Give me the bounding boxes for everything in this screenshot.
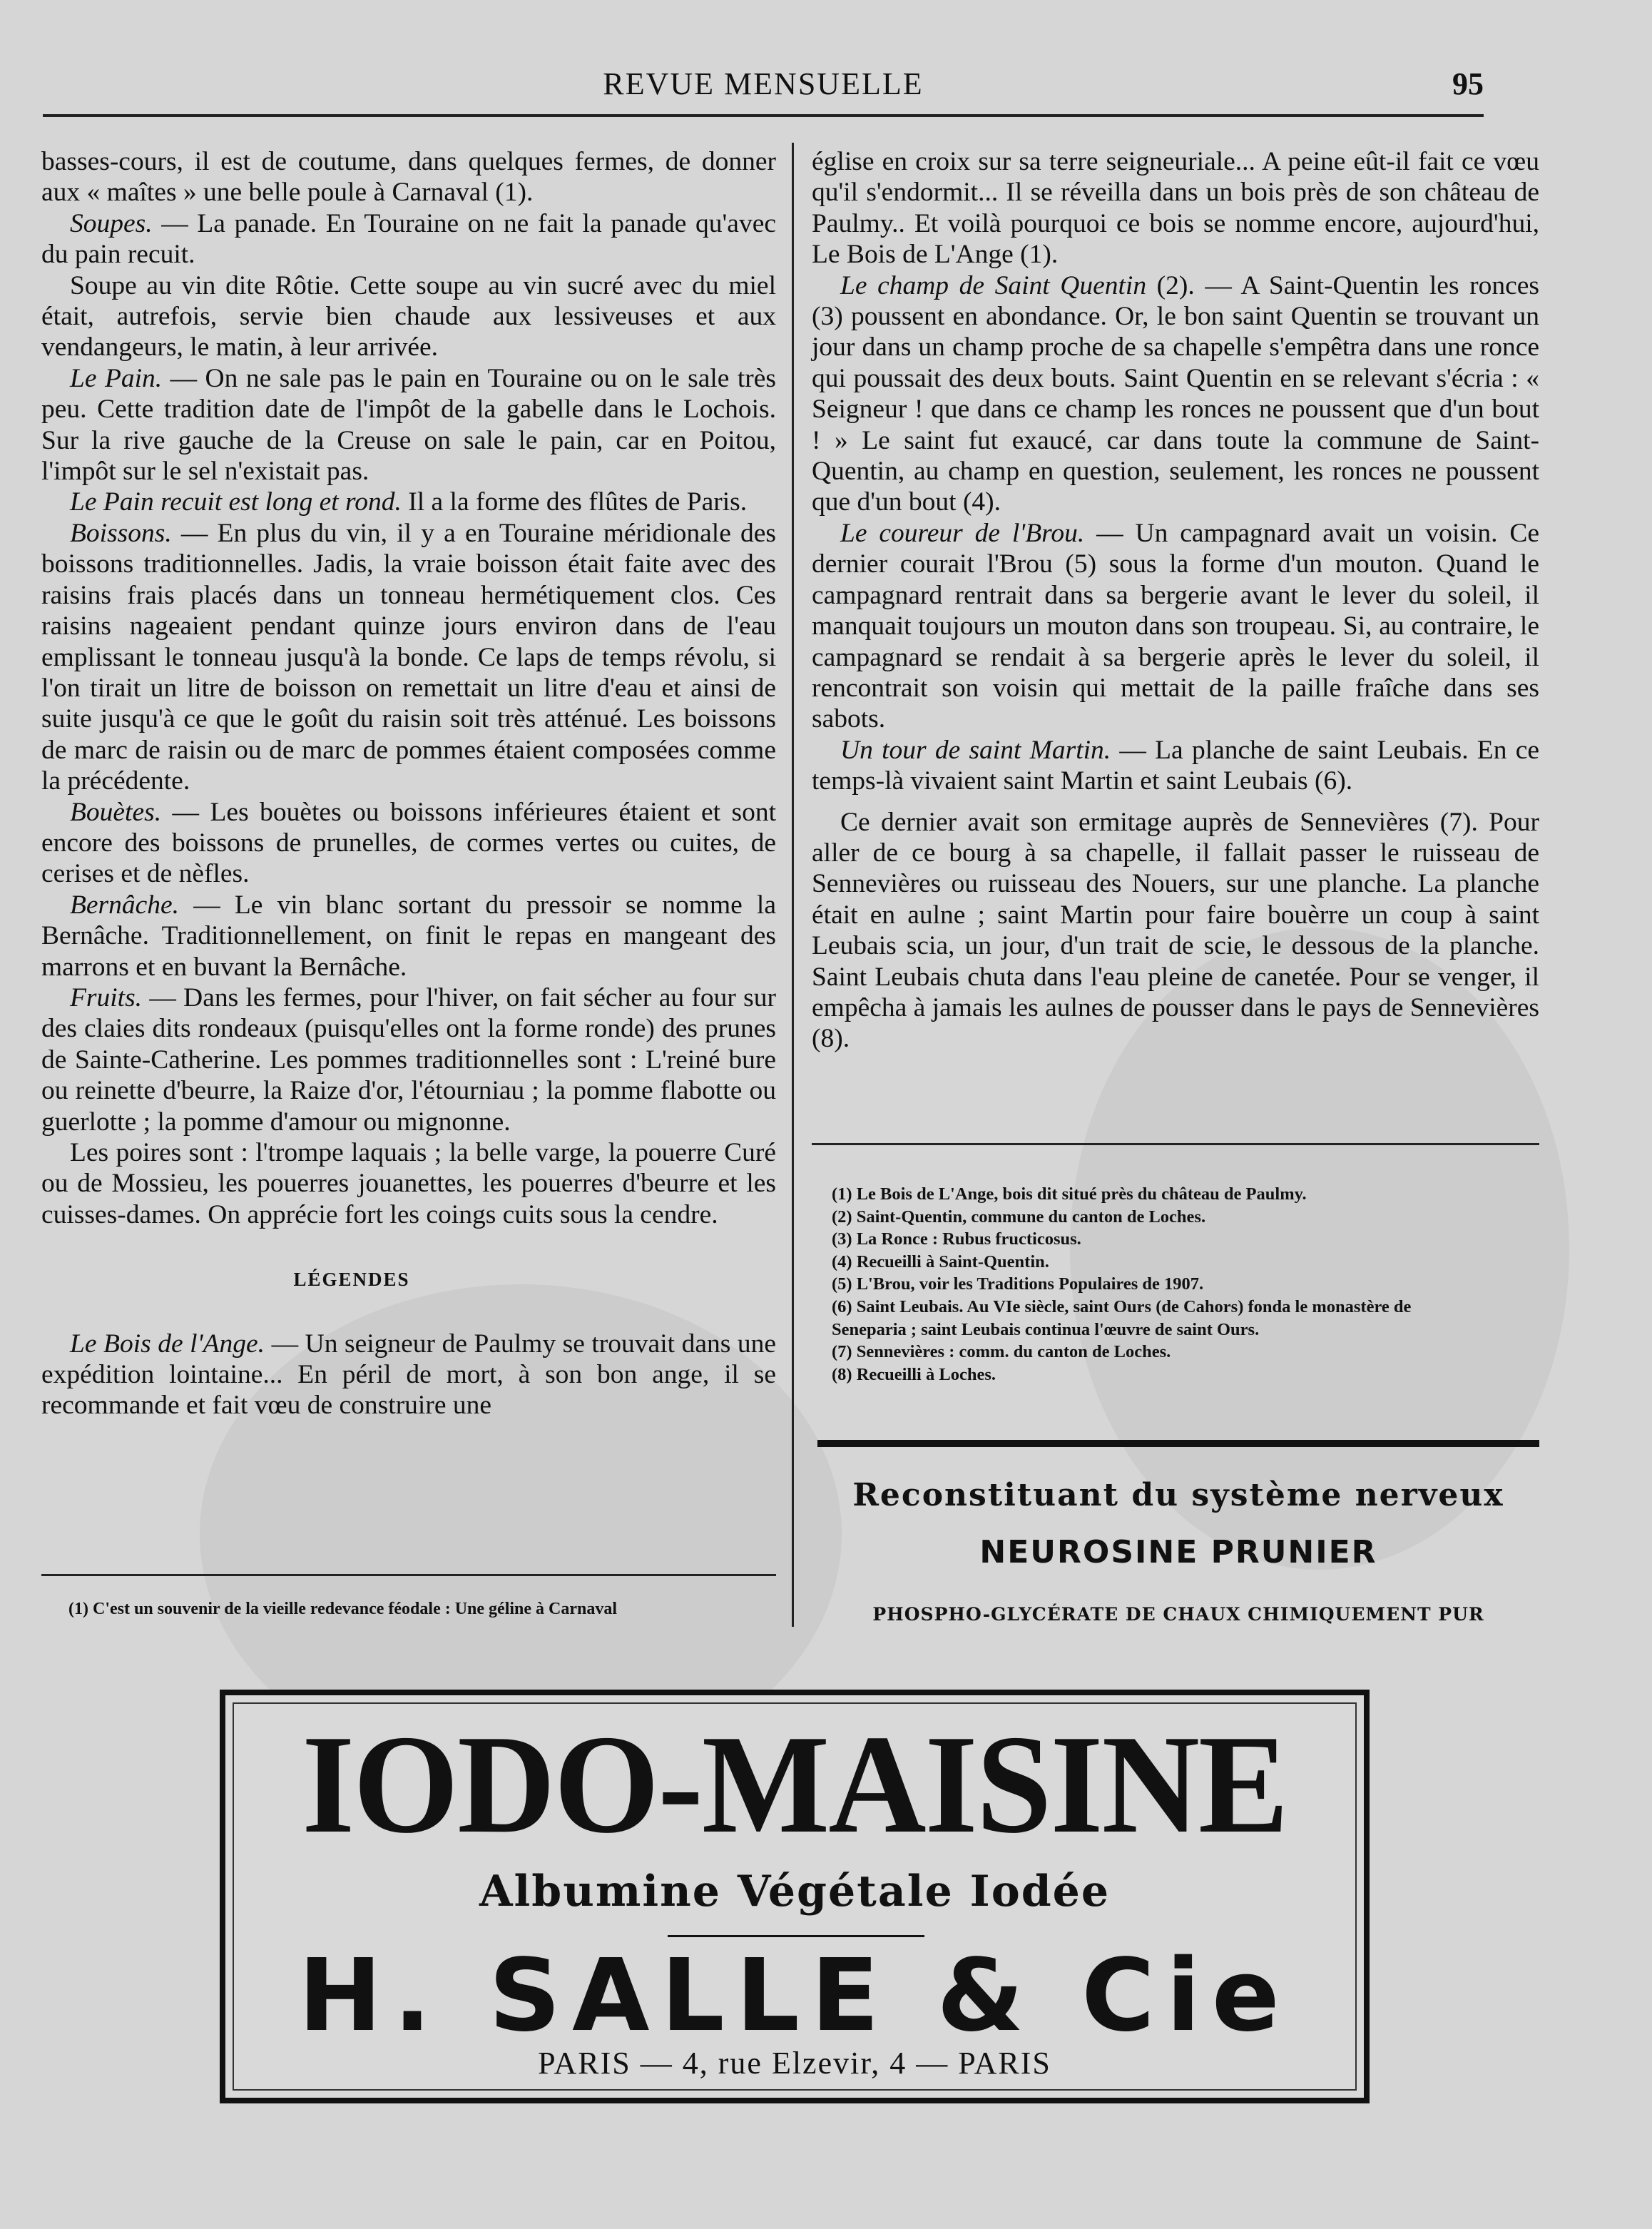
ad-neurosine-product: NEUROSINE PRUNIER (979, 1534, 1377, 1570)
paragraph-lead: Le coureur de l'Brou. (840, 518, 1085, 548)
page-number: 95 (1452, 66, 1484, 101)
footnote-left: (1) C'est un souvenir de la vieille redevance féodale : Une géline à Carnaval (68, 1600, 618, 1618)
paragraph-lead: Le champ de Saint Quentin (840, 270, 1147, 300)
paragraph-text: (2). — A Saint-Quentin les ronces (3) poussent en abondance. Or, le bon saint Quentin se trouvant un jour dans un champ proche de sa chapelle s'empêtra dans une ronce qui poussait des deux bouts. Saint Quentin en se relevant s'écria : « Seigneur ! que dans ce champ les ronces ne poussent que d'un bout ! » Le saint fut exaucé, car dans toute la commune de Saint-Quentin, au champ en question, seulement, les ronces ne poussent que d'un bout (4). (812, 270, 1539, 517)
ad-address: PARIS — 4, rue Elzevir, 4 — PARIS (538, 2046, 1051, 2081)
legend-paragraph (41, 1329, 776, 1421)
ad-neurosine-headline: Reconstituant du système nerveux (852, 1477, 1504, 1513)
paragraph (41, 363, 776, 487)
paragraph-lead: Boissons. (70, 518, 172, 548)
right-paragraphs (812, 146, 1539, 1055)
paragraph-text: — Le vin blanc sortant du pressoir se nomme la Bernâche. Traditionnellement, on finit le repas en mangeant des marrons et en buvant la Bernâche. (41, 890, 776, 982)
ad-rule (817, 1440, 1539, 1447)
paragraph-gap (812, 797, 1539, 807)
left-paragraphs (41, 146, 776, 1230)
legend-lead: Le Bois de l'Ange. (70, 1329, 265, 1359)
page-header (43, 66, 1484, 108)
footnote-line: (5) L'Brou, voir les Traditions Populaires de 1907. (832, 1274, 1204, 1294)
ad-company-name: H. SALLE & Cie (298, 1938, 1291, 2054)
paragraph-text: Soupe au vin dite Rôtie. Cette soupe au vin sucré avec du miel était, autrefois, servie bien chaude aux lessiveuses et aux vendangeurs, le matin, à leur arrivée. (41, 270, 776, 362)
paragraph-text: église en croix sur sa terre seigneuriale... A peine eût-il fait ce vœu qu'il s'endormit... Il se réveilla dans un bois près de son château de Paulmy.. Et voilà pourquoi ce bois se nomme encore, aujourd'hui, Le Bois de L'Ange (1). (812, 147, 1539, 270)
paragraph-lead: Un tour de saint Martin. (840, 735, 1111, 765)
paragraph (812, 270, 1539, 518)
paragraph-text: — On ne sale pas le pain en Touraine ou on le sale très peu. Cette tradition date de l'impôt de la gabelle dans le Lochois. Sur la rive gauche de la Creuse on sale le pain, car en Poitou, l'impôt sur le sel n'existait pas. (41, 363, 776, 487)
paragraph-lead: Bernâche. (70, 890, 180, 920)
paragraph (41, 1137, 776, 1230)
paragraph (41, 518, 776, 797)
running-title: REVUE MENSUELLE (603, 66, 924, 101)
paragraph-text: Ce dernier avait son ermitage auprès de Sennevières (7). Pour aller de ce bourg à sa chapelle, il fallait passer le ruisseau de Sennevières ou ruisseau des Nouers, sur une planche. La planche était en aulne ; saint Martin pour faire bouèrre un coup à saint Leubais scia, un jour, d'un trait de scie, le dessous de la planche. Saint Leubais chuta dans l'eau pleine de canetée. Pour se venger, il empêcha à jamais les aulnes de pousser dans le pays de Sennevières (8). (812, 807, 1539, 1054)
paragraph (812, 735, 1539, 797)
footnote-line: (8) Recueilli à Loches. (832, 1364, 996, 1384)
paragraph (41, 208, 776, 270)
footnote-rule-left (41, 1574, 776, 1576)
paragraph-text: — Dans les fermes, pour l'hiver, on fait sécher au four sur des claies dits rondeaux (puisqu'elles ont la forme ronde) des prunes de Sainte-Catherine. Les pommes traditionnelles sont : L'reiné bure ou reinette d'beurre, la Raize d'or, l'étourniau ; la pomme flabotte ou guerlotte ; la pomme d'amour ou mignonne. (41, 983, 776, 1137)
right-column (812, 146, 1539, 1055)
paragraph-lead: Le Pain. (70, 363, 163, 393)
paragraph-lead: Soupes. (70, 208, 153, 238)
paragraph (41, 797, 776, 890)
paragraph (41, 270, 776, 363)
ad-tagline: Albumine Végétale Iodée (479, 1867, 1111, 1916)
footnote-line: (6) Saint Leubais. Au VIe siècle, saint Ours (de Cahors) fonda le monastère de (832, 1296, 1412, 1316)
paragraph (812, 807, 1539, 1055)
paragraph-text: — La panade. En Touraine on ne fait la panade qu'avec du pain recuit. (41, 208, 776, 270)
paragraph-text: basses-cours, il est de coutume, dans quelques fermes, de donner aux « maîtes » une belle poule à Carnaval (1). (41, 147, 776, 208)
ad-neurosine-description: PHOSPHO-GLYCÉRATE DE CHAUX CHIMIQUEMENT PUR (872, 1604, 1484, 1625)
legendes-heading: LÉGENDES (293, 1269, 410, 1291)
paragraph (812, 518, 1539, 735)
paragraph-text: — La planche de saint Leubais. En ce temps-là vivaient saint Martin et saint Leubais (6). (812, 735, 1539, 796)
paragraph-lead: Fruits. (70, 983, 143, 1012)
footnote-line: (2) Saint-Quentin, commune du canton de Loches. (832, 1207, 1206, 1227)
column-divider (792, 143, 794, 1627)
footnote-line: (3) La Ronce : Rubus fructicosus. (832, 1229, 1081, 1249)
footnotes-right (832, 1183, 1545, 1386)
paragraph-text: — Les bouètes ou boissons inférieures étaient et sont encore des boissons de prunelles, de cormes vertes ou cuites, de cerises et de nèfles. (41, 797, 776, 889)
paragraph-text: — Un campagnard avait un voisin. Ce dernier courait l'Brou (5) sous la forme d'un mouton. Quand le campagnard rentrait dans sa bergerie avant le lever du soleil, il manquait toujours un mouton dans son troupeau. Si, au contraire, le campagnard se rendait à sa bergerie après le lever du soleil, il rencontrait son voisin qui mettait de la paille fraîche dans ses sabots. (812, 518, 1540, 734)
ad-brand-name: IODO-MAISINE (302, 1706, 1288, 1862)
legend-text: — Un seigneur de Paulmy se trouvait dans une expédition lointaine... En péril de mort, à son bon ange, il se recommande et fait vœu de construire une (41, 1329, 776, 1421)
left-column (41, 146, 776, 1421)
paragraph-lead: Le Pain recuit est long et rond. (70, 487, 402, 517)
footnote-line: Seneparia ; saint Leubais continua l'œuvre de saint Ours. (832, 1319, 1260, 1339)
paragraph (812, 146, 1539, 270)
iodo-maisine-advertisement (220, 1690, 1370, 2103)
footnote-line: (1) Le Bois de L'Ange, bois dit situé près du château de Paulmy. (832, 1184, 1307, 1204)
paragraph-text: Les poires sont : l'trompe laquais ; la belle varge, la pouerre Curé ou de Mossieu, les pouerres jouanettes, les pouerres d'beurre et les cuisses-dames. On apprécie fort les coings cuits sous la cendre. (41, 1138, 776, 1229)
paragraph (41, 487, 776, 517)
ad-separator (668, 1935, 924, 1937)
paragraph-text: — En plus du vin, il y a en Touraine méridionale des boissons traditionnelles. Jadis, la vraie boisson était faite avec des raisins frais placés dans un tonneau hermétiquement clos. Ces raisins nageaient pendant quinze jours environ dans de l'eau emplissant le tonneau jusqu'à la bonde. Ce laps de temps révolu, si l'on tirait un litre de boisson on remettait un litre d'eau et ainsi de suite jusqu'à ce que le goût du raisin soit très atténué. Les boissons de marc de raisin ou de marc de pommes étaient composées comme la précédente. (41, 518, 776, 796)
footnote-line: (4) Recueilli à Saint-Quentin. (832, 1251, 1049, 1271)
footnote-line: (7) Sennevières : comm. du canton de Loches. (832, 1342, 1171, 1362)
header-rule (43, 114, 1484, 117)
paragraph (41, 146, 776, 208)
paragraph-lead: Bouètes. (70, 797, 162, 827)
paragraph (41, 890, 776, 983)
paragraph (41, 983, 776, 1137)
footnote-rule-right (812, 1143, 1539, 1145)
paragraph-text: Il a la forme des flûtes de Paris. (401, 487, 748, 517)
